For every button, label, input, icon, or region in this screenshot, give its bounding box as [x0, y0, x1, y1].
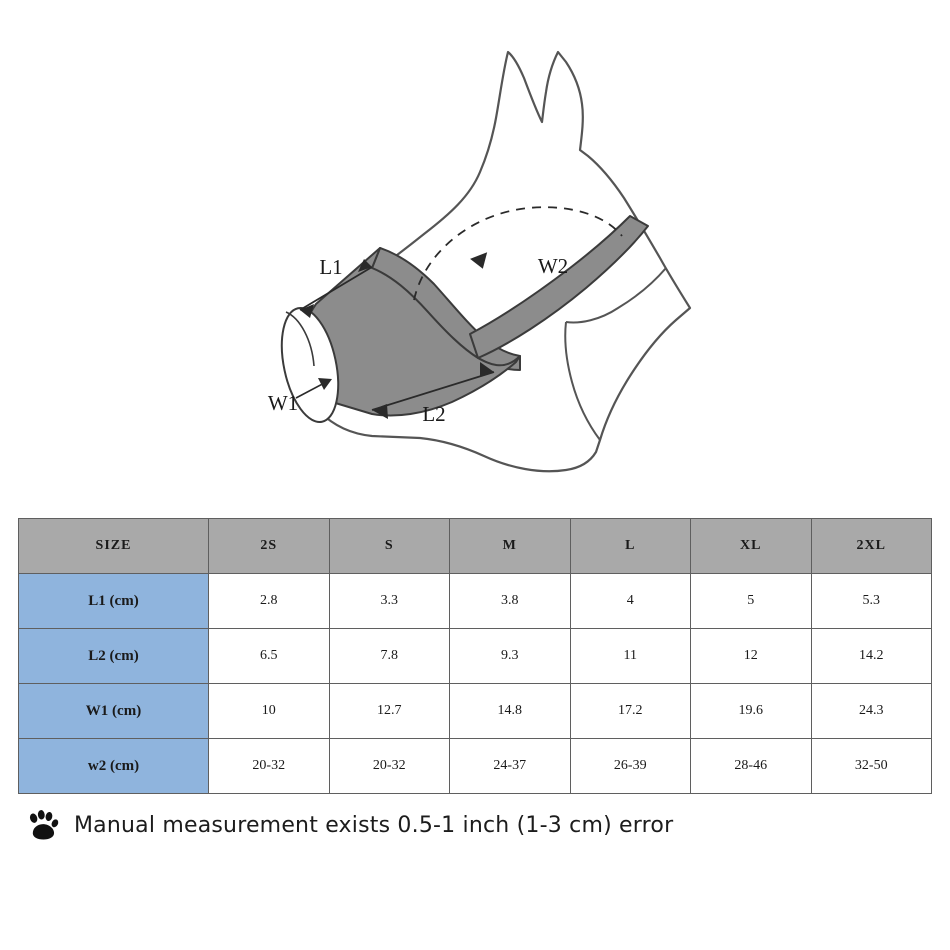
table-header-cell: M	[450, 519, 571, 574]
w1-label: W1	[267, 391, 299, 415]
table-header-cell: 2XL	[811, 519, 932, 574]
table-cell: 14.2	[811, 629, 932, 684]
size-table	[18, 518, 932, 794]
paw-print-icon	[26, 808, 60, 842]
size-table-container	[18, 518, 932, 794]
table-cell: 12.7	[329, 684, 450, 739]
row-header-l2: L2 (cm)	[19, 629, 209, 684]
table-cell: 3.8	[450, 574, 571, 629]
row-header-w1: W1 (cm)	[19, 684, 209, 739]
l1-label: L1	[319, 255, 343, 279]
table-row	[19, 739, 932, 794]
table-cell: 11	[570, 629, 691, 684]
table-cell: 9.3	[450, 629, 571, 684]
l2-label: L2	[422, 402, 446, 426]
table-header-row	[19, 519, 932, 574]
table-cell: 3.3	[329, 574, 450, 629]
disclaimer-text: Manual measurement exists 0.5-1 inch (1-3 cm) error	[74, 812, 674, 838]
table-cell: 6.5	[209, 629, 330, 684]
table-cell: 20-32	[329, 739, 450, 794]
table-cell: 32-50	[811, 739, 932, 794]
table-header-cell: S	[329, 519, 450, 574]
table-cell: 26-39	[570, 739, 691, 794]
table-row	[19, 574, 932, 629]
table-cell: 7.8	[329, 629, 450, 684]
table-cell: 5.3	[811, 574, 932, 629]
table-cell: 19.6	[691, 684, 812, 739]
row-header-w2: w2 (cm)	[19, 739, 209, 794]
table-row	[19, 684, 932, 739]
table-cell: 12	[691, 629, 812, 684]
table-cell: 14.8	[450, 684, 571, 739]
table-cell: 17.2	[570, 684, 691, 739]
table-header-cell: L	[570, 519, 691, 574]
table-header-cell: SIZE	[19, 519, 209, 574]
table-row	[19, 629, 932, 684]
table-cell: 10	[209, 684, 330, 739]
measurement-disclaimer	[26, 808, 673, 842]
table-header-cell: XL	[691, 519, 812, 574]
table-cell: 20-32	[209, 739, 330, 794]
table-cell: 24-37	[450, 739, 571, 794]
table-cell: 4	[570, 574, 691, 629]
w2-label: W2	[537, 254, 569, 278]
table-cell: 2.8	[209, 574, 330, 629]
table-cell: 24.3	[811, 684, 932, 739]
row-header-l1: L1 (cm)	[19, 574, 209, 629]
table-cell: 28-46	[691, 739, 812, 794]
table-header-cell: 2S	[209, 519, 330, 574]
table-cell: 5	[691, 574, 812, 629]
